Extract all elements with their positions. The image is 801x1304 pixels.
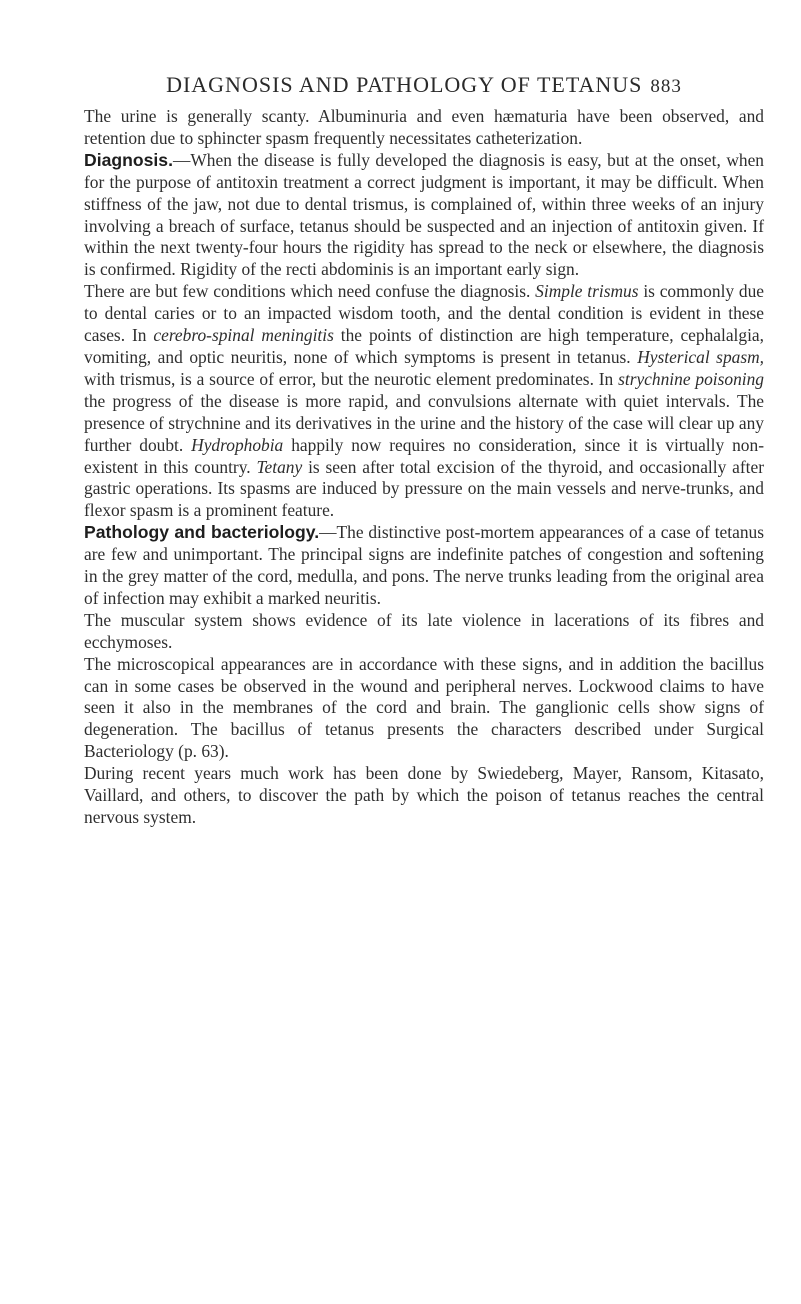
term-tetany: Tetany (256, 456, 303, 477)
paragraph-pathology (84, 522, 764, 610)
term-cerebro-spinal-meningitis: cerebro-spinal meningitis (153, 325, 334, 346)
text-run: the points of distinction are high temperature, cephalalgia, vomiting, and optic neuritis, none of which symptoms is present in tetanus. (84, 325, 764, 367)
body-text (84, 106, 764, 829)
text-run: happily now requires no consideration, since it is virtually non-existent in this country. (84, 434, 764, 477)
paragraph-text: —The distinctive post-mortem appearances of a case of tetanus are few and unimportant. The principal signs are indefinite patches of congestion and softening in the grey matter of the cord, medulla, and pons. The nerve trunks leading from the original area of infection may exhibit a marked neuritis. (84, 522, 764, 608)
paragraph-urine (84, 106, 764, 150)
term-hysterical-spasm: Hysterical spasm, (637, 346, 765, 367)
term-hydrophobia: Hydrophobia (191, 434, 284, 455)
paragraph-recent-work (84, 763, 764, 829)
text-run: There are but few conditions which need confuse the diagnosis. (84, 281, 536, 302)
term-strychnine-poisoning: strychnine poisoning (618, 368, 764, 389)
page-number: 883 (650, 76, 682, 97)
paragraph-text: During recent years much work has been done by Swiedeberg, Mayer, Ransom, Kitasato, Vaillard, and others, to discover the path by which the poison of tetanus reaches the central nervous system. (84, 763, 764, 827)
paragraph-text: —When the disease is fully developed the diagnosis is easy, but at the onset, when for the purpose of antitoxin treatment a correct judgment is important, it may be difficult. When stiffness of the jaw, not due to dental trismus, is complained of, within three weeks of an injury involving a breach of surface, tetanus should be suspected and an injection of antitoxin given. If within the next twenty-four hours the rigidity has spread to the neck or elsewhere, the diagnosis is confirmed. Rigidity of the recti abdominis is an important early sign. (84, 149, 764, 280)
section-heading-diagnosis: Diagnosis. (84, 149, 173, 170)
paragraph-text: The microscopical appearances are in accordance with these signs, and in addition the bacillus can in some cases be observed in the wound and peripheral nerves. Lockwood claims to have seen it also in the membranes of the cord and brain. The ganglionic cells show signs of degeneration. The bacillus of tetanus presents the characters described under Surgical Bacteriology (p. 63). (84, 653, 764, 762)
text-run: is seen after total excision of the thyroid, and occasionally after gastric operations. Its spasms are induced by pressure on the main vessels and nerve-trunks, and flexor spasm is a prominent feature. (84, 456, 764, 521)
paragraph-microscopical (84, 654, 764, 764)
paragraph-diagnosis (84, 150, 764, 281)
running-head-title: DIAGNOSIS AND PATHOLOGY OF TETANUS (166, 72, 643, 97)
paragraph-differential (84, 281, 764, 522)
section-heading-pathology: Pathology and bacteriology. (84, 522, 320, 543)
text-run: with trismus, is a source of error, but the neurotic element predominates. In (84, 368, 619, 389)
text-run: is commonly due to dental caries or to an impacted wisdom tooth, and the dental condition is evident in these cases. In (84, 281, 765, 346)
paragraph-muscular (84, 610, 764, 654)
paragraph-text: The muscular system shows evidence of its late violence in lacerations of its fibres and ecchymoses. (84, 609, 764, 652)
running-head (84, 72, 764, 98)
paragraph-text: The urine is generally scanty. Albuminuria and even hæmaturia have been observed, and retention due to sphincter spasm frequently necessitates catheterization. (84, 106, 764, 148)
text-run: the progress of the disease is more rapid, and convulsions alternate with quiet intervals. The presence of strychnine and its derivatives in the urine and the history of the case will clear up any further doubt. (84, 390, 764, 455)
page (84, 72, 764, 829)
term-simple-trismus: Simple trismus (535, 281, 639, 302)
